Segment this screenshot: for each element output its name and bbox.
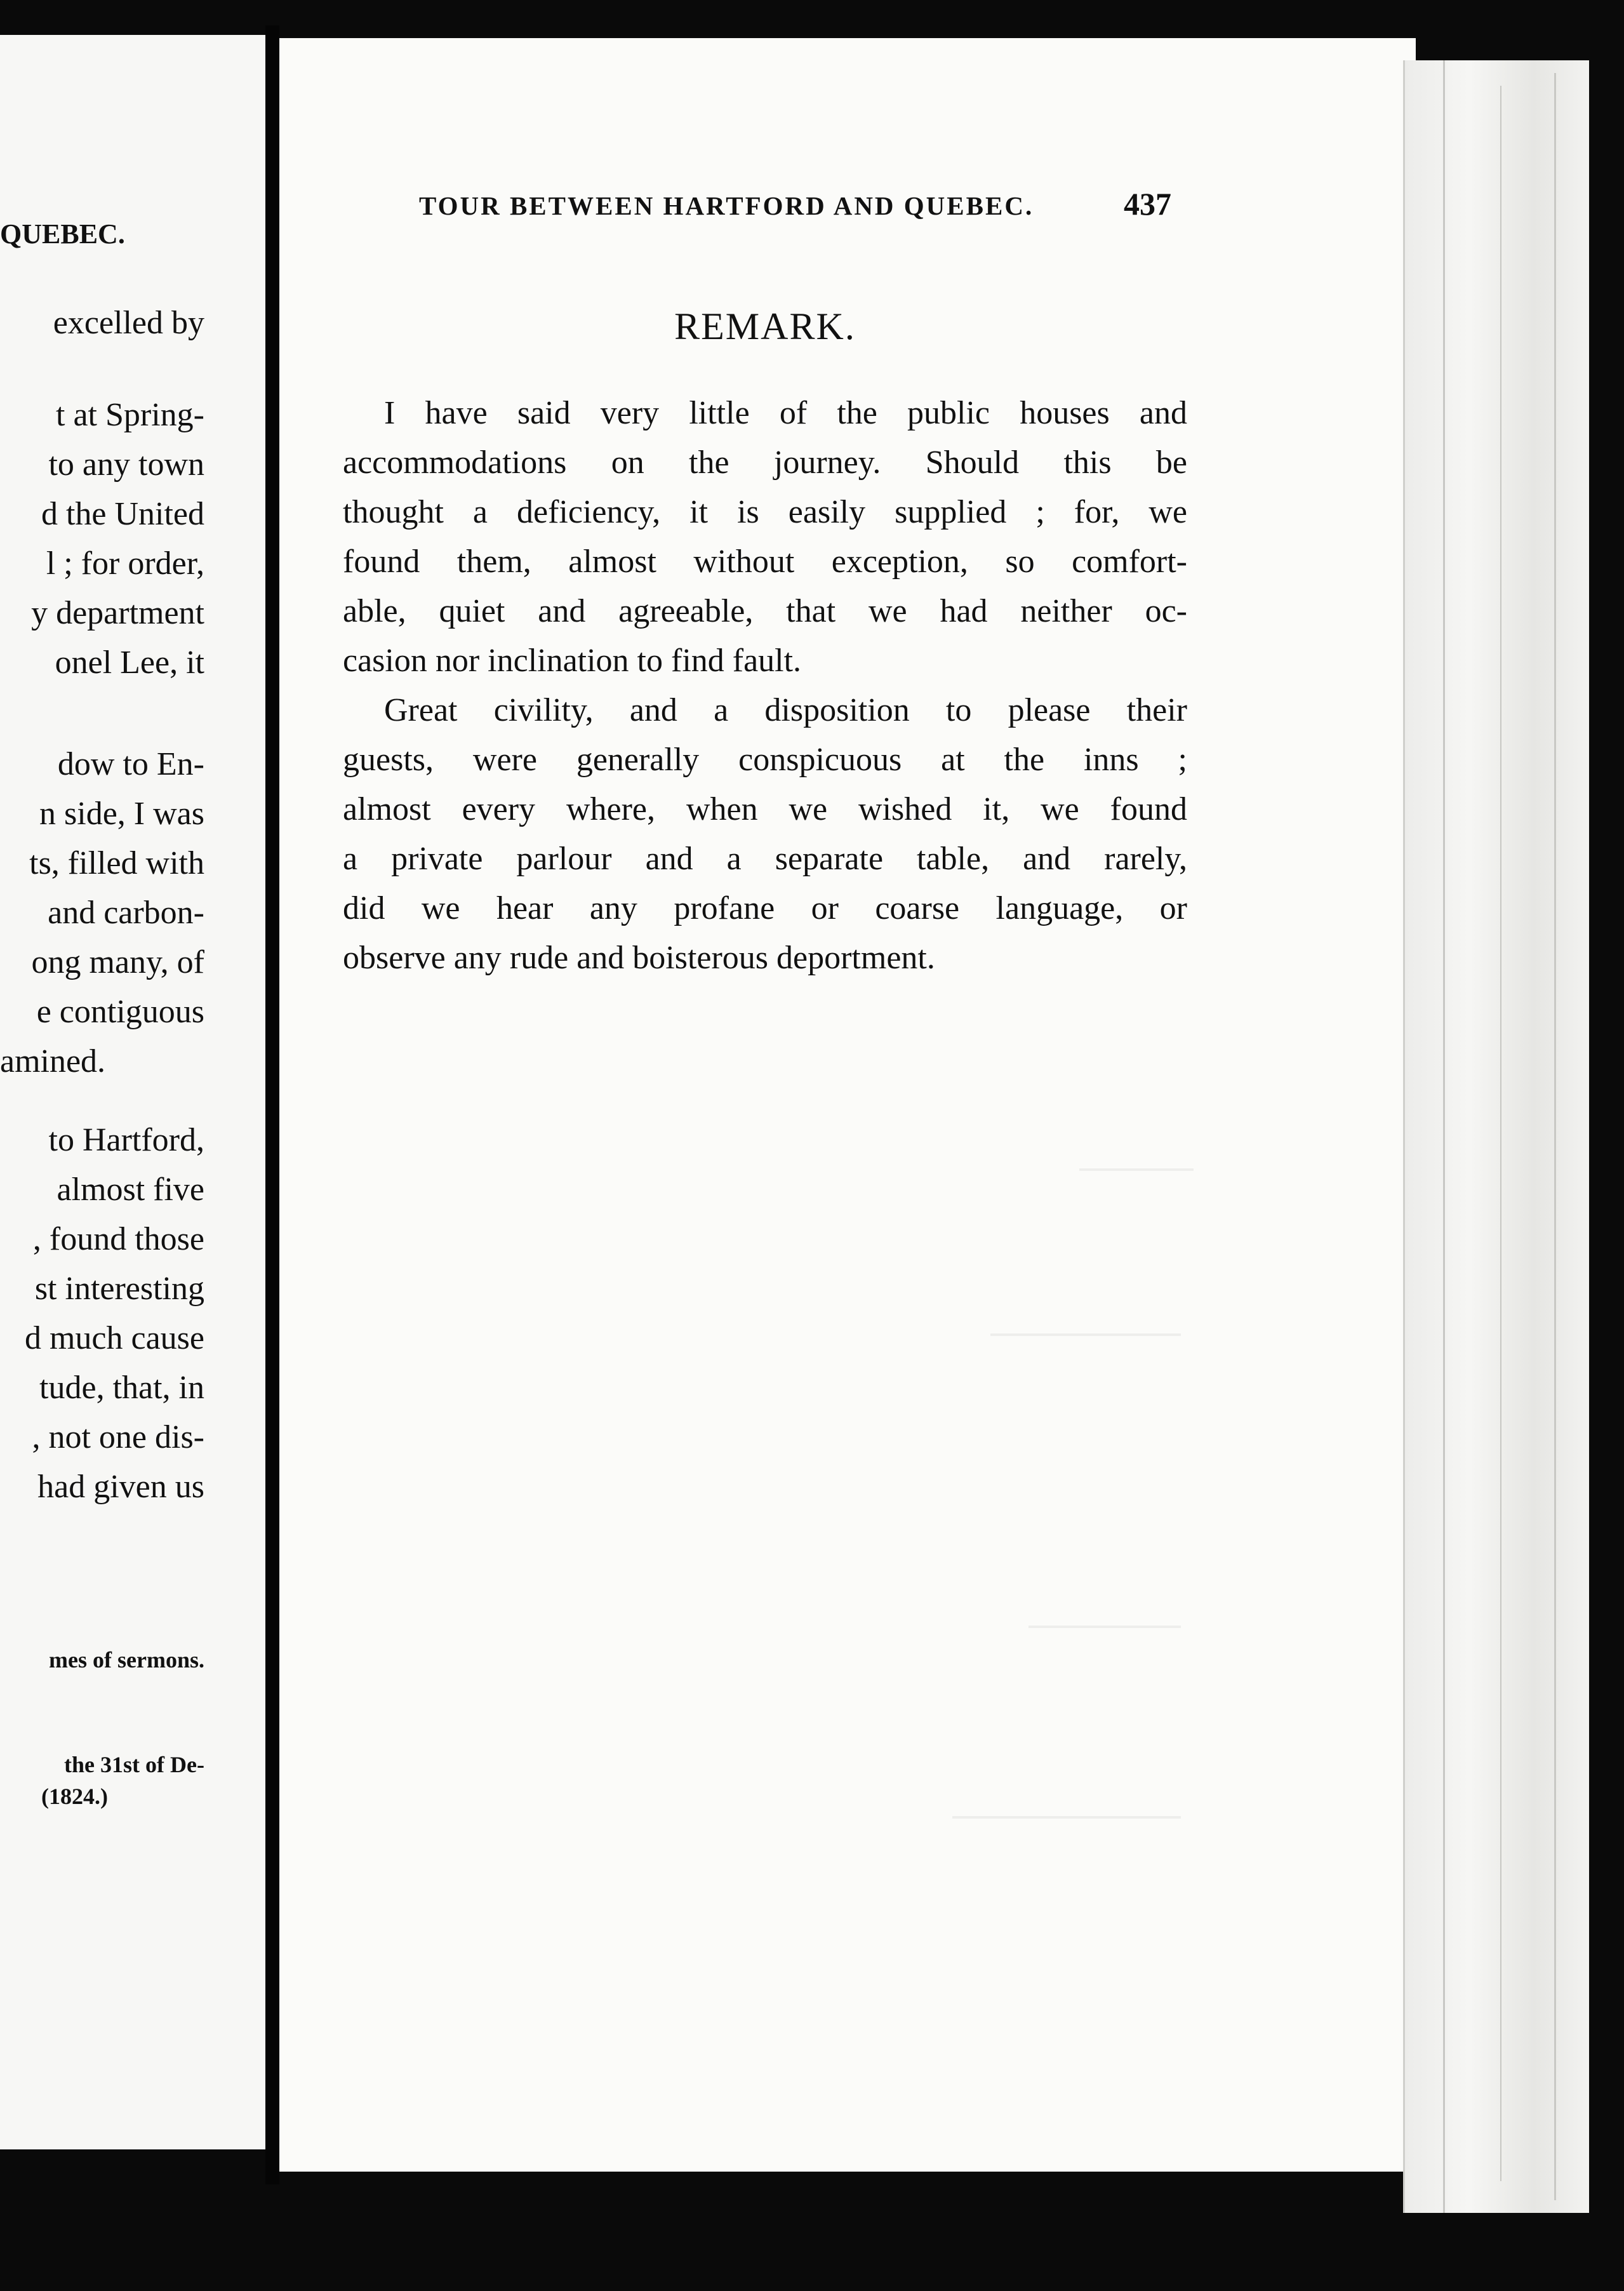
left-line: y department <box>31 595 204 631</box>
left-line: n side, I was <box>39 796 204 832</box>
left-line: st interesting <box>34 1271 204 1307</box>
left-line: ts, filled with <box>29 845 204 881</box>
left-page-header: QUEBEC. <box>0 218 125 250</box>
left-line: and carbon- <box>48 895 204 931</box>
page-edge <box>1403 60 1589 2213</box>
left-line: to Hartford, <box>48 1122 204 1158</box>
paragraph-line: casion nor inclination to find fault. <box>343 643 802 679</box>
paragraph-line: Great civility, and a disposition to please their <box>384 692 1187 728</box>
paragraph-line: did we hear any profane or coarse language, or <box>343 890 1187 926</box>
left-line: d the United <box>41 496 204 532</box>
left-line: ong many, of <box>31 944 204 980</box>
book-gutter <box>265 25 279 2184</box>
left-line: amined. <box>0 1043 106 1079</box>
left-line: , not one dis- <box>32 1419 204 1455</box>
left-line: to any town <box>48 446 204 483</box>
left-line: l ; for order, <box>46 545 204 582</box>
paragraph-line: observe any rude and boisterous deportment. <box>343 940 935 976</box>
left-line: tude, that, in <box>39 1370 204 1406</box>
left-line: onel Lee, it <box>55 645 204 681</box>
left-line: , found those <box>32 1221 204 1257</box>
left-footnote: the 31st of De- <box>64 1752 204 1777</box>
paragraph-line: almost every where, when we wished it, we found <box>343 791 1187 827</box>
paragraph-line: thought a deficiency, it is easily supplied ; for, we <box>343 494 1187 530</box>
running-head: TOUR BETWEEN HARTFORD AND QUEBEC. <box>419 191 1034 220</box>
paragraph-line: found them, almost without exception, so comfort- <box>343 544 1187 580</box>
left-page <box>0 35 265 2149</box>
page-number: 437 <box>1124 186 1171 222</box>
paragraph-line: a private parlour and a separate table, and rarely, <box>343 841 1187 877</box>
left-line: almost five <box>57 1172 204 1208</box>
left-line: dow to En- <box>57 746 204 782</box>
paragraph-line: able, quiet and agreeable, that we had neither oc- <box>343 593 1187 629</box>
left-line: had given us <box>37 1469 204 1505</box>
left-line: excelled by <box>53 305 204 341</box>
left-line: t at Spring- <box>56 397 204 433</box>
left-footnote: mes of sermons. <box>49 1647 204 1673</box>
right-page <box>279 38 1416 2172</box>
section-heading: REMARK. <box>674 305 856 347</box>
left-line: d much cause <box>24 1320 204 1356</box>
paragraph-line: I have said very little of the public houses and <box>384 395 1187 431</box>
paragraph-line: accommodations on the journey. Should this be <box>343 444 1187 481</box>
left-line: e contiguous <box>36 994 204 1030</box>
paragraph-line: guests, were generally conspicuous at the inns ; <box>343 742 1187 778</box>
left-footnote: (1824.) <box>41 1784 108 1809</box>
